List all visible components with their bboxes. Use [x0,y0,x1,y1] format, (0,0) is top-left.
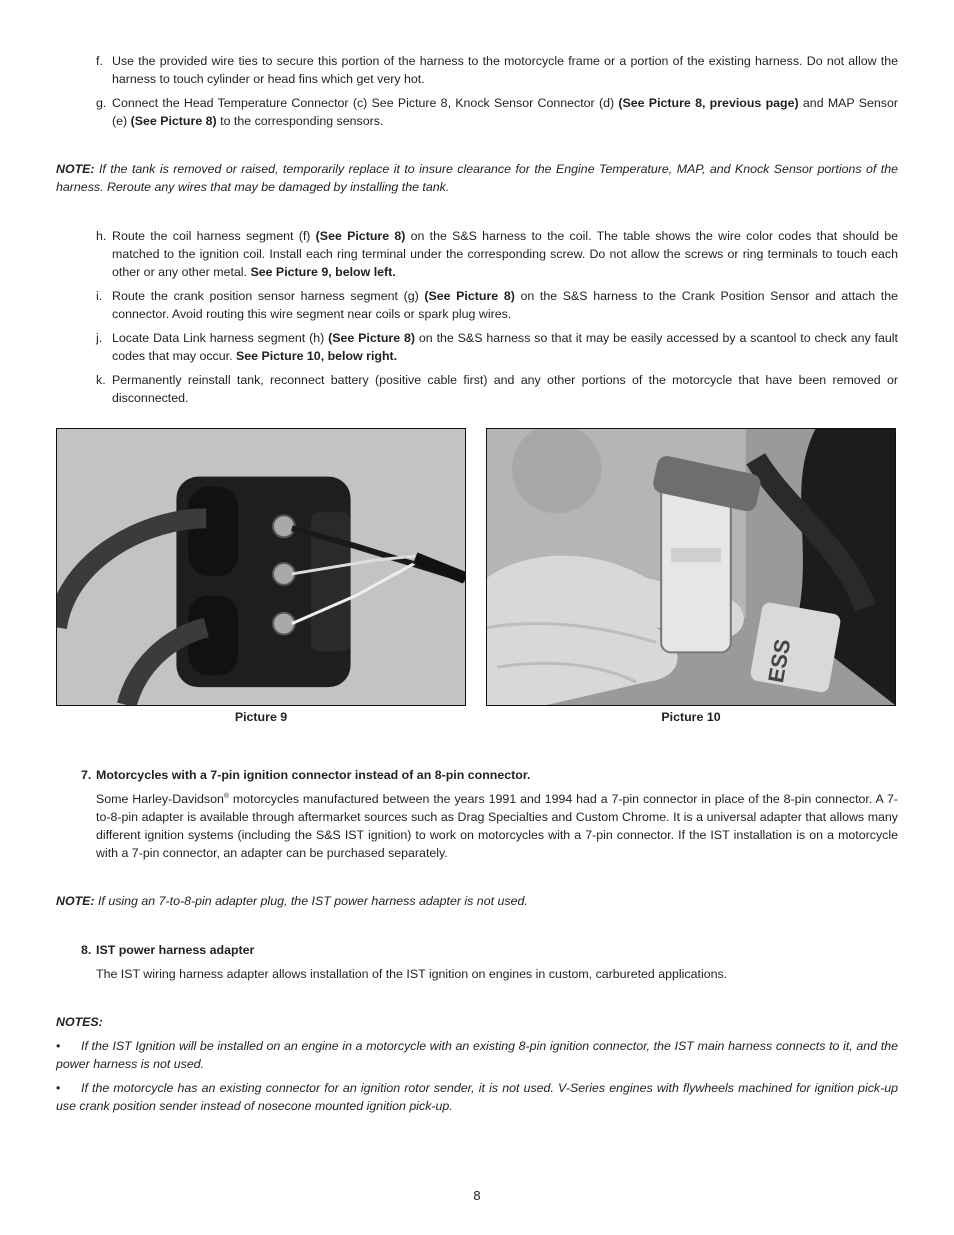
registered-mark: ® [223,792,230,800]
notes-item-text: If the IST Ignition will be installed on an engine in a motorcycle with an existing 8-pin ignition connector, the IST main harness connects to it, and the power harness is not used. [56,1039,898,1071]
note-label: NOTE: [56,162,95,176]
step-j-ref-picture10: See Picture 10, below right. [235,349,398,363]
picture-9-caption: Picture 9 [234,710,288,724]
picture-10-caption: Picture 10 [661,710,721,724]
step-k-text: Permanently reinstall tank, reconnect battery (positive cable first) and any other portions of the motorcycle that have been removed or disconnected. [112,373,898,405]
step-j-text-part: Locate Data Link harness segment (h) [112,331,329,345]
step-i-label: i. [96,289,103,303]
notes-item-text: If the motorcycle has an existing connector for an ignition rotor sender, it is not used. V-Series engines with flywheels machined for ignition pick-up use crank position sender instead of nosecone mounted ignition pick-up. [56,1081,898,1113]
note-adapter [56,892,898,910]
step-j-label: j. [96,331,103,345]
picture-10-photo [486,428,896,706]
ignition-coil-image [57,429,465,705]
step-k-label: k. [96,373,106,387]
notes-heading [56,1013,898,1031]
step-h [96,227,898,281]
section-7-number: 7. [81,768,92,782]
step-g-ref-picture8: (See Picture 8) [130,114,217,128]
step-j-text [112,329,898,365]
step-g-text [112,94,898,130]
step-i [96,287,898,323]
step-g-text-part: Connect the Head Temperature Connector (c) See Picture 8, Knock Sensor Connector (d) [112,96,619,110]
section-8-title [81,941,898,959]
step-i-text [112,287,898,323]
section-7-heading: Motorcycles with a 7-pin ignition connector instead of an 8-pin connector. [96,768,531,782]
notes-item [56,1079,898,1115]
step-j-text-part: on the S&S harness so that it may be easily accessed by a scantool to check any fault codes that may occur. [112,331,898,363]
step-f [96,52,898,88]
section-8-heading: IST power harness adapter [96,943,255,957]
step-g-text-part: and MAP Sensor (e) [112,96,898,128]
step-i-text-part: on the S&S harness to the Crank Position Sensor and attach the connector. Avoid routing this wire segment near coils or spark plug wires. [112,289,898,321]
step-i-ref-picture8: (See Picture 8) [424,289,515,303]
step-h-ref-picture9: See Picture 9, below left. [250,265,396,279]
section-7-body [96,790,898,862]
section-8-number: 8. [81,943,92,957]
step-h-ref-picture8: (See Picture 8) [315,229,406,243]
bullet-marker: • [56,1039,61,1053]
step-g [96,94,898,130]
step-k [96,371,898,407]
section-7-title [81,766,898,784]
step-i-text-part: Route the crank position sensor harness segment (g) [112,289,425,303]
step-g-text-part: to the corresponding sensors. [216,114,384,128]
step-g-label: g. [96,96,107,110]
note-text: If using an 7-to-8-pin adapter plug, the IST power harness adapter is not used. [94,894,528,908]
step-h-text-part: on the S&S harness to the coil. The table shows the wire color codes that should be matched to the ignition coil. Install each ring terminal under the corresponding screw. Do not allow the screws or ring terminals to touch each other or any other metal. [112,229,898,279]
data-link-connector-image [487,429,895,705]
step-h-label: h. [96,229,107,243]
step-j-ref-picture8: (See Picture 8) [328,331,416,345]
step-f-label: f. [96,54,103,68]
notes-label: NOTES: [56,1015,103,1029]
picture-9-photo [56,428,466,706]
step-j [96,329,898,365]
note-label: NOTE: [56,894,95,908]
section-7-text: motorcycles manufactured between the years 1991 and 1994 had a 7-pin connector in place of the 8-pin connector. A 7-to-8-pin adapter is available through aftermarket sources such as Drag Specialties and Custom Chrome. It is a universal adapter that allows many different ignition systems (including the S&S IST ignition) to work on motorcycles with a 7-pin connector. If the IST installation is on a motorcycle with a 7-pin connector, an adapter can be purchased separately. [96,792,898,860]
note-tank [56,160,898,196]
step-h-text-part: Route the coil harness segment (f) [112,229,316,243]
bullet-marker: • [56,1081,61,1095]
section-8-body: The IST wiring harness adapter allows installation of the IST ignition on engines in custom, carbureted applications. [96,967,728,981]
note-text: If the tank is removed or raised, temporarily replace it to insure clearance for the Engine Temperature, MAP, and Knock Sensor portions of the harness. Reroute any wires that may be damaged by installing the tank. [56,162,898,194]
section-7-text: Some Harley-Davidson [96,792,224,806]
step-h-text [112,227,898,281]
step-g-ref-picture8-prev: (See Picture 8, previous page) [618,96,799,110]
notes-item [56,1037,898,1073]
page-number: 8 [473,1188,481,1203]
step-f-text: Use the provided wire ties to secure this portion of the harness to the motorcycle frame or a portion of the existing harness. Do not allow the harness to touch cylinder or head fins which get very hot. [112,54,898,86]
ess-label-text: ESS [763,637,796,685]
